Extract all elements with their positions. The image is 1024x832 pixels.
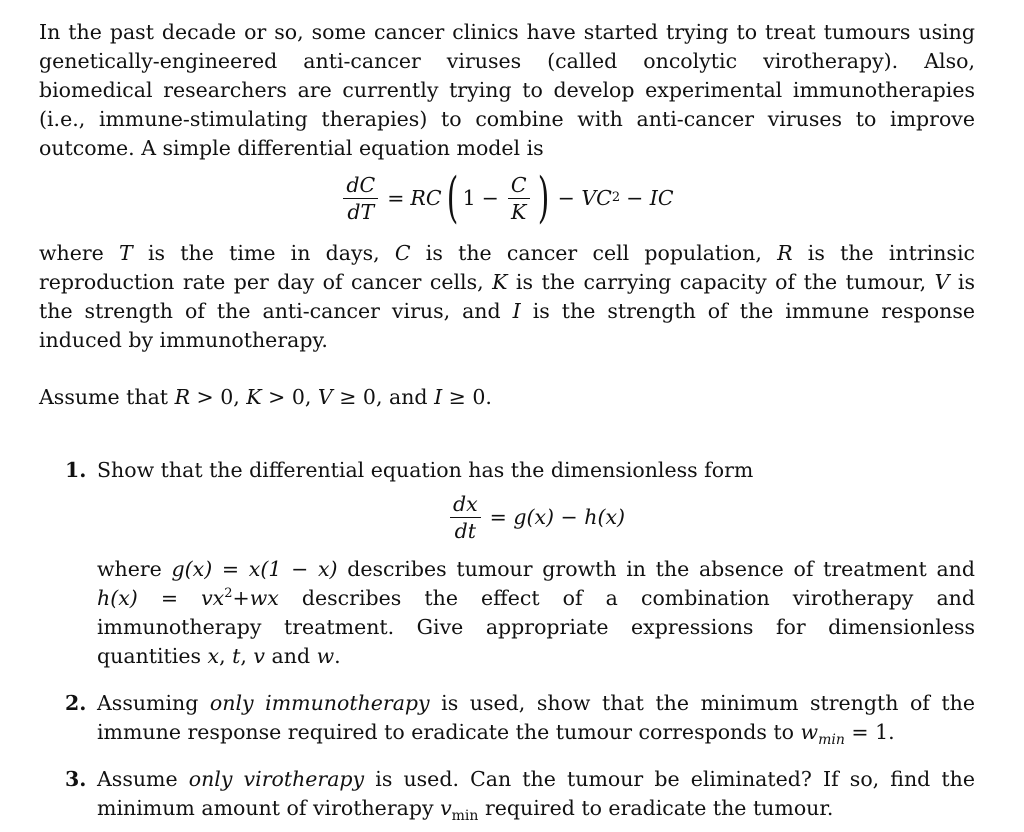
question-2: 2. Assuming only immunotherapy is used, show that the minimum strength of the immune response required to eradicate the tumour corresponds to $w_{min} = 1$. xyxy=(65,691,975,749)
question-3: 3. Assume only virotherapy is used. Can the tumour be eliminated? If so, find the minimum amount of virotherapy $v_{min}$ required to eradicate the tumour. xyxy=(65,767,976,825)
assumption-line: Assume that R > 0, K > 0, V ≥ 0, and I ≥ 0. xyxy=(39,385,492,409)
definitions-paragraph: where T is the time in days, C is the cancer cell population, R is the intrinsic reproduction rate per day of cancer cells, K is the carrying capacity of the tumour, V is the strength of the anti-cancer virus, and I is the strength of the immune response induced by immunotherapy. xyxy=(39,241,975,352)
main-equation: $\frac{dC}{dT}$ = RC ( 1 − $\frac{C}{K}$ ) − VC 2 − IC xyxy=(39,169,975,227)
problem-document xyxy=(39,18,975,823)
derivative-dx-dt: $\frac{dx}{dt}$ xyxy=(450,491,481,544)
dimensionless-equation: $\frac{dx}{dt}$ = g(x) − h(x) xyxy=(97,489,975,545)
fraction-c-over-k: $\frac{C}{K}$ xyxy=(508,172,530,225)
left-paren: ( xyxy=(446,166,458,229)
question-1: 1. Show that the differential equation has the dimensionless form $\frac{dx}{dt}$ = g(x) − h(x) where g(x) = x(1 − x) describes tumour growth in the absence of treatment and $h(x) = vx^2+wx$ describes the effect of a combination virotherapy and immunotherapy treatment. Give appropriate expressions for dimensionless quantities x, t, v and w. xyxy=(65,458,975,668)
right-paren: ) xyxy=(537,166,549,229)
intro-paragraph: In the past decade or so, some cancer clinics have started trying to treat tumours using genetically-engineered anti-cancer viruses (called oncolytic virotherapy). Also, biomedical researchers are currently trying to develop experimental immunotherapies (i.e., immune-stimulating therapies) to combine with anti-cancer viruses to improve outcome. A simple differential equation model is xyxy=(39,20,975,160)
derivative-dc-dt: $\frac{dC}{dT}$ xyxy=(343,172,378,225)
question-list xyxy=(39,456,975,823)
